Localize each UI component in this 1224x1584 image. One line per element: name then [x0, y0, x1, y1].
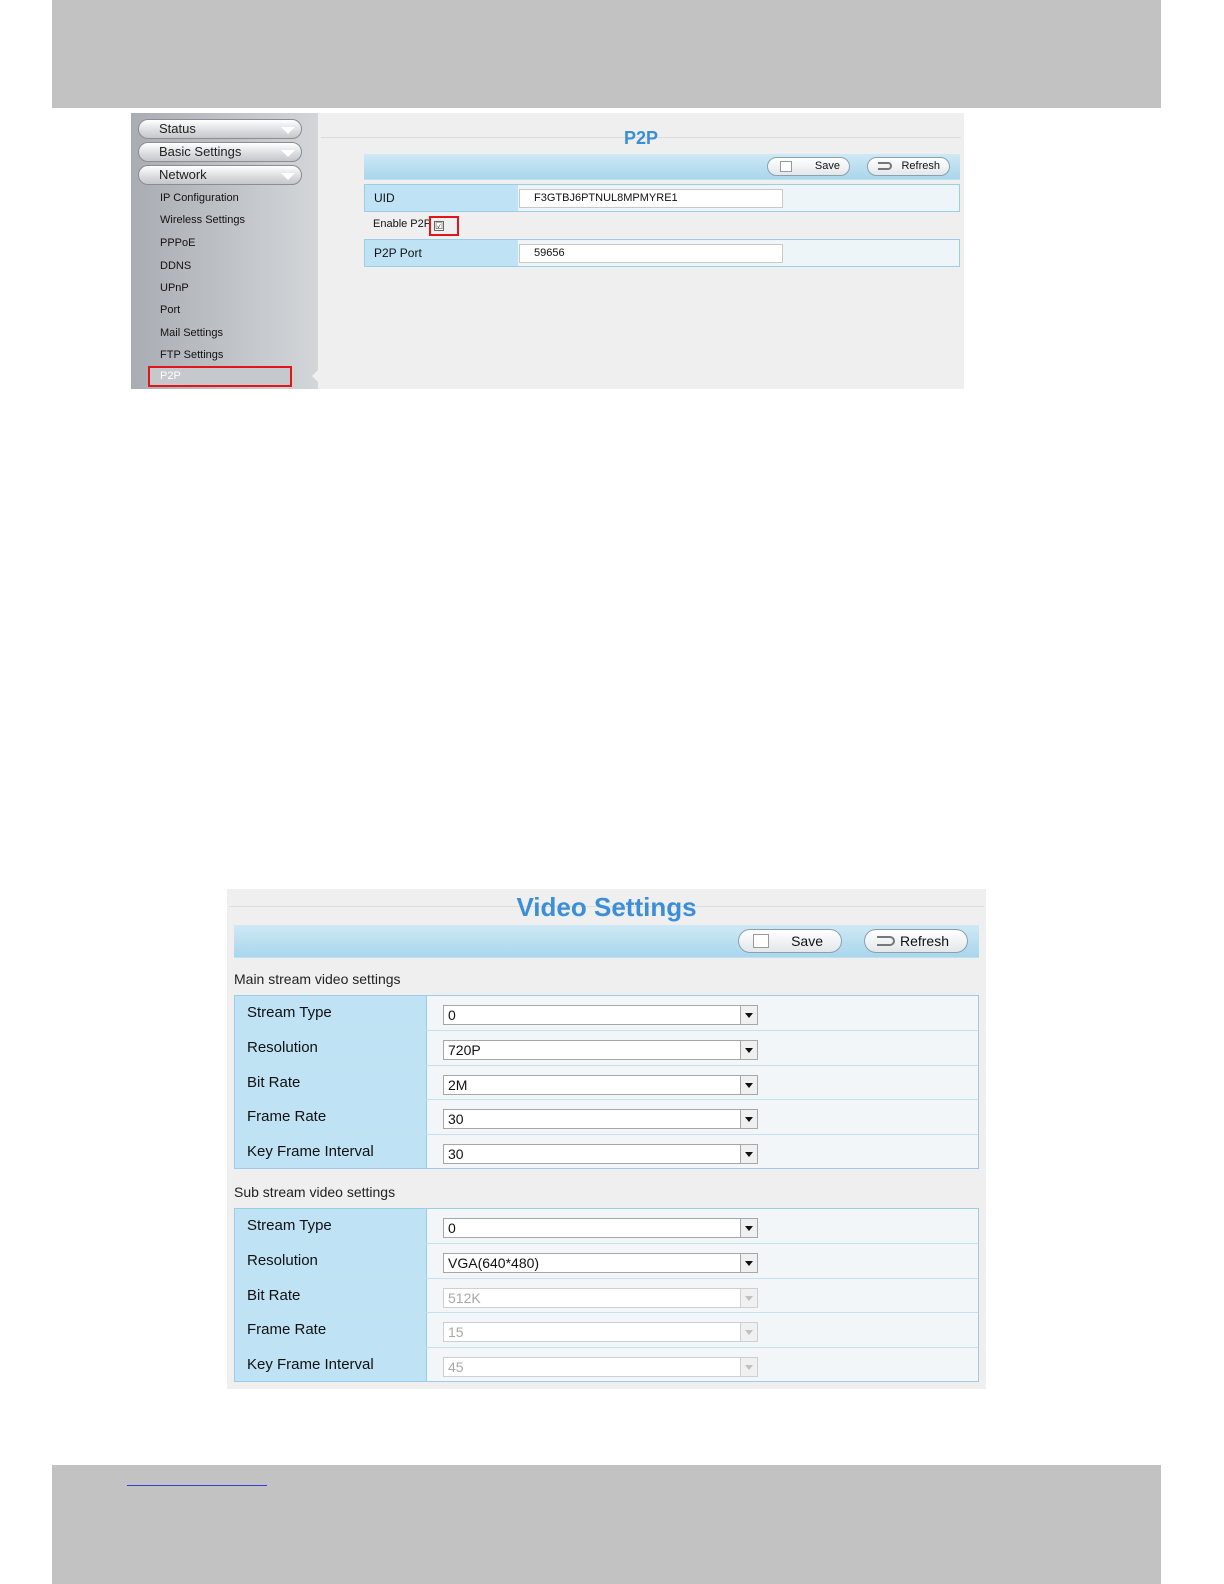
dropdown-arrow-icon[interactable] [740, 1254, 757, 1272]
chevron-down-icon [281, 127, 295, 134]
menu-network[interactable] [138, 165, 302, 185]
row-label: Resolution [235, 1244, 427, 1277]
refresh-label: Refresh [899, 933, 949, 949]
p2p-port-label: P2P Port [365, 240, 518, 266]
row-label: Stream Type [235, 1209, 427, 1243]
save-button[interactable] [738, 929, 842, 953]
dropdown-arrow-icon[interactable] [740, 1006, 757, 1024]
select-value: VGA(640*480) [448, 1255, 540, 1272]
table-row [235, 1065, 978, 1099]
dropdown-arrow-icon [740, 1323, 757, 1341]
row-label: Resolution [235, 1031, 427, 1064]
refresh-label: Refresh [901, 160, 940, 172]
video-settings-screenshot [227, 889, 986, 1389]
menu-label: Basic Settings [159, 144, 242, 159]
dropdown-arrow-icon[interactable] [740, 1041, 757, 1059]
select-value: 45 [448, 1358, 464, 1375]
select-value: 0 [448, 1007, 456, 1023]
row-label: Frame Rate [235, 1100, 427, 1133]
row-label: Frame Rate [235, 1313, 427, 1346]
sidebar-item-port[interactable]: Port [160, 304, 181, 316]
main-resolution-select[interactable] [443, 1040, 758, 1060]
main-frame-rate-select[interactable] [443, 1109, 758, 1129]
menu-status[interactable] [138, 119, 302, 139]
uid-label: UID [365, 185, 518, 211]
table-row [235, 1209, 978, 1243]
enable-p2p-highlight [429, 216, 459, 236]
footer-link-underline[interactable] [127, 1485, 267, 1486]
menu-basic-settings[interactable] [138, 142, 302, 162]
sidebar-item-wireless-settings[interactable]: Wireless Settings [160, 214, 245, 226]
chevron-down-icon [281, 150, 295, 157]
refresh-button[interactable] [867, 157, 950, 176]
active-pointer [312, 369, 319, 383]
select-value: 512K [448, 1289, 481, 1306]
save-icon [753, 934, 769, 948]
save-label: Save [791, 933, 823, 949]
dropdown-arrow-icon [740, 1289, 757, 1307]
chevron-down-icon [281, 173, 295, 180]
save-label: Save [814, 160, 840, 172]
table-row [235, 1278, 978, 1312]
sidebar-item-pppoe[interactable]: PPPoE [160, 237, 196, 249]
menu-label: Status [159, 121, 196, 136]
row-label: Bit Rate [235, 1066, 427, 1099]
sub-stream-type-select[interactable] [443, 1218, 758, 1238]
main-stream-table [234, 995, 979, 1169]
table-row [235, 1030, 978, 1064]
enable-p2p-checkbox[interactable]: ☑ [435, 221, 444, 231]
select-value: 720P [448, 1042, 481, 1059]
main-stream-heading: Main stream video settings [234, 971, 401, 987]
p2p-screenshot [131, 113, 964, 389]
select-value: 15 [448, 1324, 464, 1341]
menu-label: Network [159, 167, 207, 182]
dropdown-arrow-icon [740, 1358, 757, 1376]
toolbar [234, 925, 979, 958]
enable-p2p-label: Enable P2P [373, 218, 432, 230]
uid-row [364, 184, 960, 212]
save-button[interactable] [767, 157, 850, 176]
sub-resolution-select[interactable] [443, 1253, 758, 1273]
p2p-port-field[interactable]: 59656 [519, 244, 783, 263]
main-stream-type-select[interactable] [443, 1005, 758, 1025]
page-footer-band [52, 1465, 1161, 1584]
dropdown-arrow-icon[interactable] [740, 1076, 757, 1094]
refresh-button[interactable] [864, 929, 968, 953]
table-row [235, 996, 978, 1030]
dropdown-arrow-icon[interactable] [740, 1110, 757, 1128]
sidebar-item-mail-settings[interactable]: Mail Settings [160, 327, 223, 339]
select-value: 30 [448, 1111, 464, 1128]
sidebar-item-p2p[interactable]: P2P [148, 366, 292, 387]
row-label: Key Frame Interval [235, 1348, 427, 1381]
sidebar-item-ip-configuration[interactable]: IP Configuration [160, 192, 239, 204]
sidebar-item-ftp-settings[interactable]: FTP Settings [160, 349, 224, 361]
uid-field[interactable]: F3GTBJ6PTNUL8MPMYRE1 [519, 189, 783, 208]
table-row [235, 1347, 978, 1381]
p2p-port-row [364, 239, 960, 267]
main-key-frame-interval-select[interactable] [443, 1144, 758, 1164]
toolbar [364, 154, 960, 180]
dropdown-arrow-icon[interactable] [740, 1219, 757, 1237]
table-row [235, 1312, 978, 1346]
save-icon [780, 161, 792, 172]
select-value: 2M [448, 1076, 468, 1093]
row-label: Bit Rate [235, 1279, 427, 1312]
sub-frame-rate-select [443, 1322, 758, 1342]
sub-bit-rate-select [443, 1288, 758, 1308]
table-row [235, 1243, 978, 1277]
table-row [235, 1099, 978, 1133]
table-row [235, 1134, 978, 1168]
sub-key-frame-interval-select [443, 1357, 758, 1377]
page-title: P2P [623, 128, 659, 148]
row-label: Key Frame Interval [235, 1135, 427, 1168]
sub-stream-table [234, 1208, 979, 1382]
main-bit-rate-select[interactable] [443, 1075, 758, 1095]
dropdown-arrow-icon[interactable] [740, 1145, 757, 1163]
select-value: 0 [448, 1220, 456, 1236]
sub-stream-heading: Sub stream video settings [234, 1184, 396, 1200]
page-title: Video Settings [516, 892, 697, 922]
sidebar-item-upnp[interactable]: UPnP [160, 282, 189, 294]
sidebar-item-ddns[interactable]: DDNS [160, 260, 192, 272]
refresh-icon [877, 936, 895, 946]
page-header-band [52, 0, 1161, 108]
row-label: Stream Type [235, 996, 427, 1030]
select-value: 30 [448, 1145, 464, 1162]
sidebar [131, 113, 318, 389]
refresh-icon [878, 162, 892, 170]
